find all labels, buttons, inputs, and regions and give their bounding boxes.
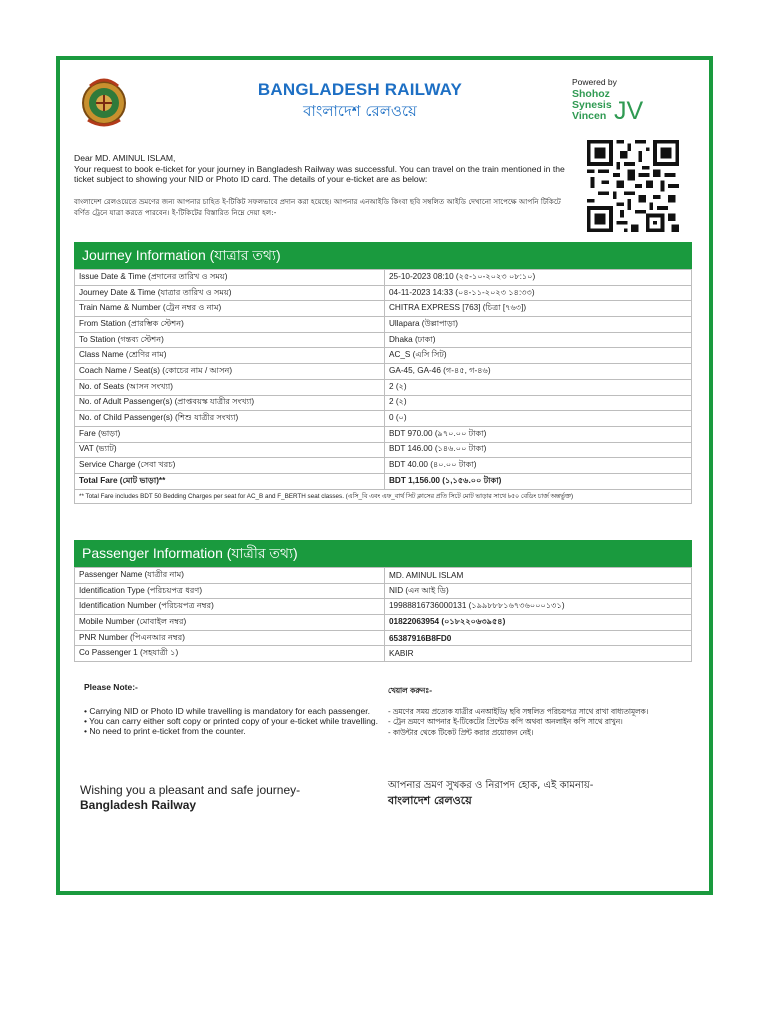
row-label: Mobile Number (মোবাইল নম্বর) — [75, 615, 385, 631]
row-value: 0 (০) — [385, 411, 692, 427]
total-fare-row — [75, 473, 692, 489]
sponsor-logo — [572, 89, 612, 122]
table-row — [75, 426, 692, 442]
table-row — [75, 379, 692, 395]
table-row — [75, 442, 692, 458]
note-item: • Carrying NID or Photo ID while travelling is mandatory for each passenger. — [84, 706, 370, 716]
salutation: Dear MD. AMINUL ISLAM, — [74, 153, 176, 163]
note-item: - কাউন্টার থেকে টিকেট প্রিন্ট করার প্রয়োজন নেই। — [388, 727, 534, 737]
row-value: Dhaka (ঢাকা) — [385, 332, 692, 348]
row-label: VAT (ভ্যাট) — [75, 442, 385, 458]
signature-english: Bangladesh Railway — [80, 798, 197, 812]
table-row — [75, 458, 692, 474]
table-row — [75, 583, 692, 599]
row-value: BDT 970.00 (৯৭০.০০ টাকা) — [385, 426, 692, 442]
passenger-table — [74, 567, 692, 662]
row-label: To Station (গন্তব্য স্টেশন) — [75, 332, 385, 348]
row-label: Journey Date & Time (যাত্রার তারিখ ও সময়) — [75, 285, 385, 301]
signature-bangla: বাংলাদেশ রেলওয়ে — [388, 794, 472, 807]
note-bangla — [388, 686, 688, 738]
row-value: KABIR — [385, 646, 692, 662]
row-value: CHITRA EXPRESS [763] (চিত্রা [৭৬৩]) — [385, 301, 692, 317]
row-value: 01822063954 (০১৮২২০৬৩৯৫৪) — [385, 615, 692, 631]
passenger-information-section — [74, 540, 692, 662]
table-row — [75, 395, 692, 411]
row-label: No. of Seats (আসন সংখ্যা) — [75, 379, 385, 395]
row-value: 2 (২) — [385, 395, 692, 411]
note-item: - ট্রেন ভ্রমণে আপনার ই-টিকেটের প্রিন্টেড কপি অথবা অনলাইন কপি সাথে রাখুন। — [388, 717, 623, 726]
row-value: AC_S (এসি সিট) — [385, 348, 692, 364]
row-label: Service Charge (সেবা খরচ) — [75, 458, 385, 474]
greeting-english — [74, 153, 574, 185]
row-label: Class Name (শ্রেণির নাম) — [75, 348, 385, 364]
message-bangla: বাংলাদেশ রেলওয়েতে ভ্রমণের জন্য আপনার চাহিত ই-টিকিট সফলভাবে প্রদান করা হয়েছে। আপনার এনআইডি কিংবা ছবি সম্বলিত আইডি দেখানো সাপেক্ষে আপনি টিকিটে বর্ণিত ট্রেনে যাত্রা করতে পারবেন। ই-টিকিটের বিস্তারিত নিম্নে দেয়া হল:- — [74, 197, 561, 217]
note-item: • You can carry either soft copy or printed copy of your e-ticket while travelling. — [84, 716, 379, 726]
sponsor-jv: JV — [614, 97, 644, 125]
qr-code-icon — [584, 140, 682, 232]
table-row — [75, 630, 692, 646]
sponsor-line: Shohoz — [572, 88, 610, 100]
table-row — [75, 348, 692, 364]
wish-english: Wishing you a pleasant and safe journey- — [80, 783, 301, 797]
wish-bangla: আপনার ভ্রমণ সুখকর ও নিরাপদ হোক, এই কামনায়- — [388, 780, 594, 791]
row-label: Identification Number (পরিচয়পত্র নম্বর) — [75, 599, 385, 615]
row-value: MD. AMINUL ISLAM — [385, 568, 692, 584]
row-label: Total Fare (মোট ভাড়া)** — [75, 473, 385, 489]
table-row — [75, 364, 692, 380]
row-label: Fare (ভাড়া) — [75, 426, 385, 442]
fare-footnote: ** Total Fare includes BDT 50 Bedding Charges per seat for AC_B and F_BERTH seat classes. (এসি_বি এবং এফ_বার্থ সিট ক্লাসের প্রতি সিটে মোট ভাড়ার সাথে ৳৫০ বেডিং চার্জ অন্তর্ভুক্ত) — [74, 490, 692, 504]
journey-information-section — [74, 242, 692, 504]
row-value: 2 (২) — [385, 379, 692, 395]
row-value: Ullapara (উল্লাপাড়া) — [385, 317, 692, 333]
row-label: Co Passenger 1 (সহযাত্রী ১) — [75, 646, 385, 662]
closing-bangla — [388, 778, 688, 808]
table-row — [75, 568, 692, 584]
row-value: BDT 146.00 (১৪৬.০০ টাকা) — [385, 442, 692, 458]
passenger-information-heading: Passenger Information (যাত্রীর তথ্য) — [74, 540, 692, 567]
row-label: Identification Type (পরিচয়পত্র ধরণ) — [75, 583, 385, 599]
title-english: BANGLADESH RAILWAY — [257, 80, 463, 99]
note-title-bangla: খেয়াল করুনঃ- — [388, 686, 433, 695]
row-label: No. of Child Passenger(s) (শিশু যাত্রীর সংখ্যা) — [75, 411, 385, 427]
note-english — [84, 682, 384, 736]
row-value: NID (এন আই ডি) — [385, 583, 692, 599]
row-value: GA-45, GA-46 (গ-৪৫, গ-৪৬) — [385, 364, 692, 380]
row-value: 19988816736000131 (১৯৯৮৮৮১৬৭৩৬০০০১৩১) — [385, 599, 692, 615]
table-row — [75, 317, 692, 333]
row-label: No. of Adult Passenger(s) (প্রাপ্তবয়স্ক যাত্রীর সংখ্যা) — [75, 395, 385, 411]
table-row — [75, 332, 692, 348]
row-value: BDT 1,156.00 (১,১৫৬.০০ টাকা) — [385, 473, 692, 489]
table-row — [75, 285, 692, 301]
journey-table — [74, 269, 692, 490]
row-label: Issue Date & Time (প্রদানের তারিখ ও সময়) — [75, 270, 385, 286]
note-item: - ভ্রমণের সময় প্রত্যেক যাত্রীর এনআইডি/ ছবি সম্বলিত পরিচয়পত্র সাথে রাখা বাধ্যতামূলক। — [388, 706, 649, 716]
journey-information-heading: Journey Information (যাত্রার তথ্য) — [74, 242, 692, 269]
row-label: Passenger Name (যাত্রীর নাম) — [75, 568, 385, 584]
closing-english — [80, 783, 370, 813]
note-title-english: Please Note:- — [84, 682, 138, 692]
row-value: 25-10-2023 08:10 (২৫-১০-২০২৩ ০৮:১০) — [385, 270, 692, 286]
table-row — [75, 270, 692, 286]
row-value: 04-11-2023 14:33 (০৪-১১-২০২৩ ১৪:৩৩) — [385, 285, 692, 301]
row-label: Coach Name / Seat(s) (কোচের নাম / আসন) — [75, 364, 385, 380]
sponsor-line: Vincen — [572, 110, 607, 122]
row-value: BDT 40.00 (৪০.০০ টাকা) — [385, 458, 692, 474]
title-bangla: বাংলাদেশ রেলওয়ে — [303, 102, 417, 120]
row-label: PNR Number (পিএনআর নম্বর) — [75, 630, 385, 646]
railway-emblem-icon — [80, 76, 128, 128]
row-value: 65387916B8FD0 — [385, 630, 692, 646]
row-label: Train Name & Number (ট্রেন নম্বর ও নাম) — [75, 301, 385, 317]
note-item: • No need to print e-ticket from the counter. — [84, 726, 246, 736]
row-label: From Station (প্রারম্ভিক স্টেশন) — [75, 317, 385, 333]
table-row — [75, 411, 692, 427]
message-english: Your request to book e-ticket for your journey in Bangladesh Railway was successful. You can travel on the train mentioned in the ticket subject to showing your NID or Photo ID card. The details of your e-ticket are as below: — [74, 163, 565, 184]
powered-by-label: Powered by — [572, 77, 617, 87]
table-row — [75, 615, 692, 631]
table-row — [75, 301, 692, 317]
table-row — [75, 646, 692, 662]
table-row — [75, 599, 692, 615]
sponsor-line: Synesis — [572, 99, 612, 111]
